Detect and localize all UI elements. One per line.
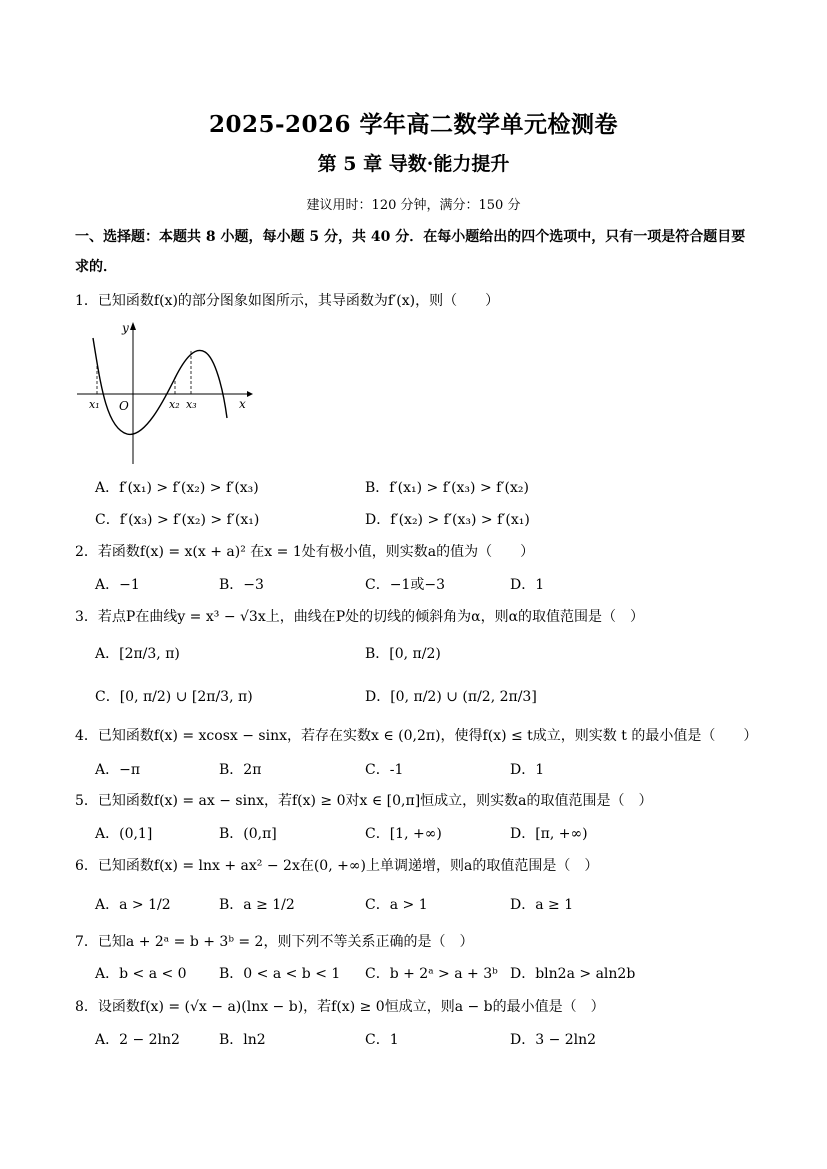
origin-label: O (119, 399, 129, 413)
question-5-stem: 5．已知函数f(x) = ax − sinx，若f(x) ≥ 0对x ∈ [0,π]恒成立，则实数a的取值范围是（ ） (75, 793, 653, 809)
q1-option-b: B．f′(x₁) > f′(x₃) > f′(x₂) (365, 480, 529, 496)
page-title: 2025-2026 学年高二数学单元检测卷 (208, 111, 619, 138)
x2-label: x₂ (169, 398, 180, 411)
x3-label: x₃ (186, 398, 197, 411)
q6-option-b: B．a ≥ 1/2 (219, 897, 295, 913)
q7-option-a: A．b < a < 0 (95, 966, 187, 982)
q3-option-a: A．[2π/3, π) (95, 646, 180, 662)
question-4-stem: 4．已知函数f(x) = xcosx − sinx，若存在实数x ∈ (0,2π)，使得f(x) ≤ t成立，则实数 t 的最小值是（ ） (75, 728, 758, 744)
question-1-stem: 1．已知函数f(x)的部分图象如图所示，其导函数为f′(x)，则（ ） (75, 293, 500, 309)
q8-option-c: C．1 (365, 1032, 399, 1048)
q2-option-c: C．−1或−3 (365, 577, 445, 593)
curve-f (93, 338, 227, 434)
q5-option-d: D．[π, +∞) (510, 826, 588, 842)
q1-option-a: A．f′(x₁) > f′(x₂) > f′(x₃) (95, 480, 259, 496)
function-graph (75, 318, 255, 468)
time-score-note: 建议用时：120 分钟，满分：150 分 (306, 198, 521, 213)
q5-option-a: A．(0,1] (95, 826, 153, 842)
q4-option-d: D．1 (510, 762, 545, 778)
x-axis-label: x (239, 397, 246, 411)
x-axis-arrow (247, 391, 253, 397)
q6-option-a: A．a > 1/2 (95, 897, 171, 913)
q3-option-c: C．[0, π/2) ∪ [2π/3, π) (95, 689, 253, 705)
q7-option-c: C．b + 2ᵃ > a + 3ᵇ (365, 966, 498, 982)
q2-option-d: D．1 (510, 577, 545, 593)
q7-option-b: B．0 < a < b < 1 (219, 966, 341, 982)
q8-option-b: B．ln2 (219, 1032, 266, 1048)
q8-option-a: A．2 − 2ln2 (95, 1032, 180, 1048)
y-axis-arrow (130, 322, 136, 330)
question-7-stem: 7．已知a + 2ᵃ = b + 3ᵇ = 2，则下列不等关系正确的是（ ） (75, 934, 474, 950)
q6-option-c: C．a > 1 (365, 897, 428, 913)
question-2-stem: 2．若函数f(x) = x(x + a)² 在x = 1处有极小值，则实数a的值为（ ） (75, 544, 535, 560)
q2-option-b: B．−3 (219, 577, 264, 593)
q4-option-b: B．2π (219, 762, 262, 778)
section-heading-line2: 求的． (75, 259, 117, 275)
q5-option-c: C．[1, +∞) (365, 826, 442, 842)
y-axis-label: y (122, 321, 129, 335)
q4-option-c: C．-1 (365, 762, 404, 778)
q1-option-c: C．f′(x₃) > f′(x₂) > f′(x₁) (95, 512, 260, 528)
question-3-stem: 3．若点P在曲线y = x³ − √3x上，曲线在P处的切线的倾斜角为α，则α的取值范围是（ ） (75, 609, 645, 625)
q3-option-b: B．[0, π/2) (365, 646, 441, 662)
q6-option-d: D．a ≥ 1 (510, 897, 574, 913)
question-8-stem: 8．设函数f(x) = (√x − a)(lnx − b)，若f(x) ≥ 0恒成立，则a − b的最小值是（ ） (75, 999, 605, 1015)
question-6-stem: 6．已知函数f(x) = lnx + ax² − 2x在(0, +∞)上单调递增，则a的取值范围是（ ） (75, 858, 599, 874)
chapter-subtitle: 第 5 章 导数·能力提升 (317, 153, 510, 175)
q3-option-d: D．[0, π/2) ∪ (π/2, 2π/3] (365, 689, 537, 705)
section-heading-line1: 一、选择题：本题共 8 小题，每小题 5 分，共 40 分．在每小题给出的四个选项中，只有一项是符合题目要 (75, 229, 746, 245)
x1-label: x₁ (89, 398, 100, 411)
q5-option-b: B．(0,π] (219, 826, 277, 842)
q4-option-a: A．−π (95, 762, 141, 778)
q2-option-a: A．−1 (95, 577, 140, 593)
q8-option-d: D．3 − 2ln2 (510, 1032, 597, 1048)
q7-option-d: D．bln2a > aln2b (510, 966, 636, 982)
q1-option-d: D．f′(x₂) > f′(x₃) > f′(x₁) (365, 512, 530, 528)
